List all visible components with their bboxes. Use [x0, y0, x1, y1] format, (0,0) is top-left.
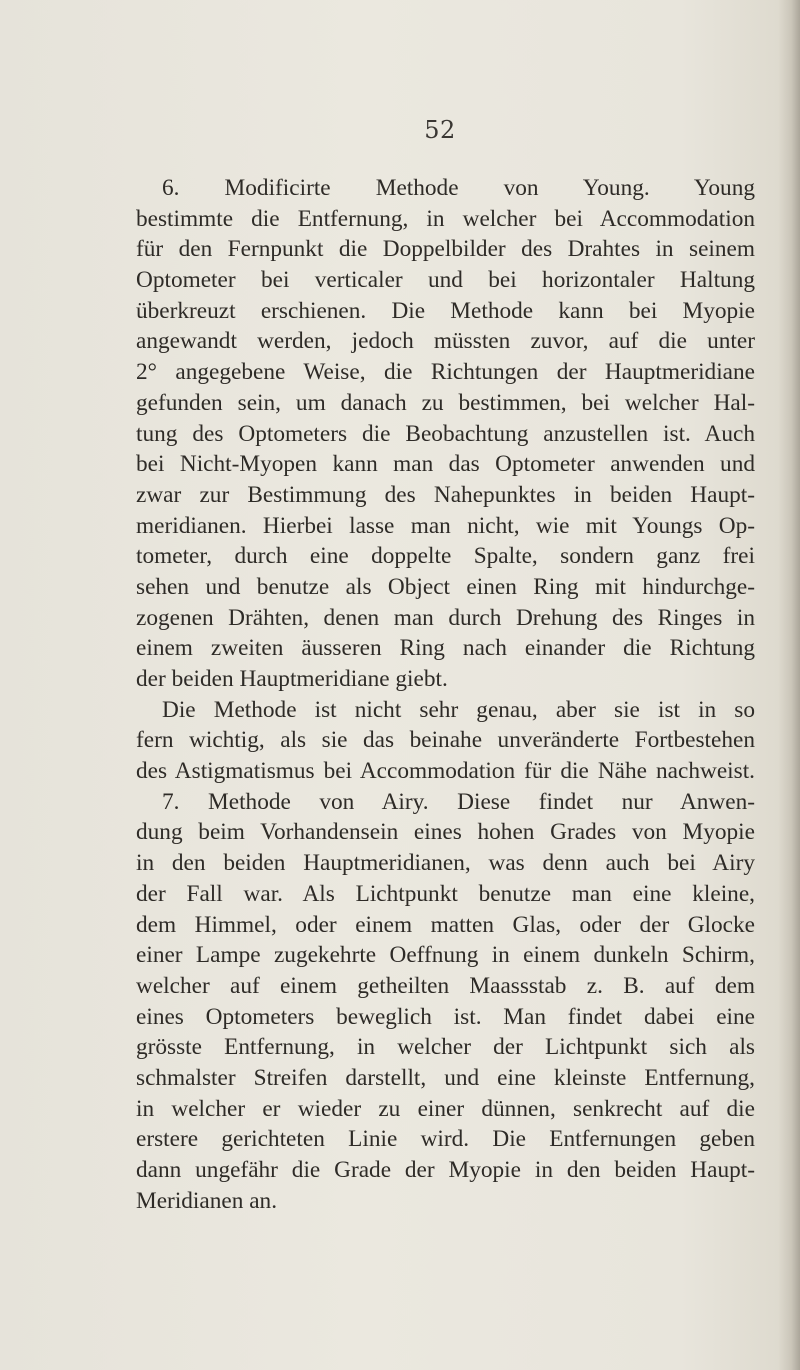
- text-line: für den Fernpunkt die Doppelbilder des Drahtes in seinem: [136, 236, 755, 263]
- text-line: eines Optometers beweglich ist. Man findet dabei eine: [136, 1003, 755, 1030]
- text-line: dann ungefähr die Grade der Myopie in den beiden Haupt-: [136, 1157, 755, 1183]
- text-line: einem zweiten äusseren Ring nach einander die Richtung: [136, 635, 755, 662]
- text-line: der beiden Hauptmeridiane giebt.: [136, 666, 448, 692]
- text-line: Meridianen an.: [136, 1187, 278, 1214]
- text-line: meridianen. Hierbei lasse man nicht, wie mit Youngs Op-: [136, 512, 755, 539]
- text-line: angewandt werden, jedoch müssten zuvor, auf die unter: [136, 328, 755, 355]
- text-line: bei Nicht-Myopen kann man das Optometer anwenden und: [136, 451, 755, 478]
- text-line: der Fall war. Als Lichtpunkt benutze man eine kleine,: [136, 880, 755, 907]
- text-line: tometer, durch eine doppelte Spalte, sondern ganz frei: [136, 543, 755, 570]
- text-line: fern wichtig, als sie das beinahe unveränderte Fortbestehen: [136, 727, 755, 754]
- text-line: des Astigmatismus bei Accommodation für die Nähe nachweist.: [136, 758, 755, 785]
- text-line: erstere gerichteten Linie wird. Die Entfernungen geben: [136, 1126, 755, 1153]
- text-line: einer Lampe zugekehrte Oeffnung in einem dunkeln Schirm,: [136, 942, 755, 969]
- text-line: in welcher er wieder zu einer dünnen, senkrecht auf die: [136, 1095, 755, 1122]
- text-line: 7. Methode von Airy. Diese findet nur Anwen-: [162, 788, 755, 815]
- text-line: gefunden sein, um danach zu bestimmen, bei welcher Hal-: [136, 389, 755, 416]
- text-line: Die Methode ist nicht sehr genau, aber sie ist in so: [162, 696, 755, 723]
- text-line: bestimmte die Entfernung, in welcher bei Accommodation: [136, 205, 755, 232]
- text-line: Optometer bei verticaler und bei horizontaler Haltung: [136, 267, 755, 294]
- text-line: zwar zur Bestimmung des Nahepunktes in beiden Haupt-: [136, 481, 755, 508]
- text-line: dem Himmel, oder einem matten Glas, oder der Glocke: [136, 911, 755, 938]
- text-line: 2° angegebene Weise, die Richtungen der Hauptmeridiane: [136, 359, 755, 386]
- page-number: 52: [424, 116, 456, 144]
- text-line: grösste Entfernung, in welcher der Lichtpunkt sich als: [136, 1034, 755, 1061]
- text-line: dung beim Vorhandensein eines hohen Grades von Myopie: [136, 819, 755, 846]
- text-line: zogenen Drähten, denen man durch Drehung des Ringes in: [136, 604, 755, 631]
- text-line: überkreuzt erschienen. Die Methode kann bei Myopie: [136, 297, 755, 324]
- text-line: 6. Modificirte Methode von Young. Young: [162, 175, 755, 201]
- page-edge-shadow: [778, 0, 800, 1370]
- text-line: tung des Optometers die Beobachtung anzustellen ist. Auch: [136, 420, 755, 447]
- body-text: [136, 173, 755, 1216]
- text-line: schmalster Streifen darstellt, und eine kleinste Entfernung,: [136, 1064, 755, 1091]
- text-line: welcher auf einem getheilten Maassstab z. B. auf dem: [136, 972, 755, 999]
- text-line: sehen und benutze als Object einen Ring mit hindurchge-: [136, 573, 755, 600]
- text-line: in den beiden Hauptmeridianen, was denn auch bei Airy: [136, 850, 755, 877]
